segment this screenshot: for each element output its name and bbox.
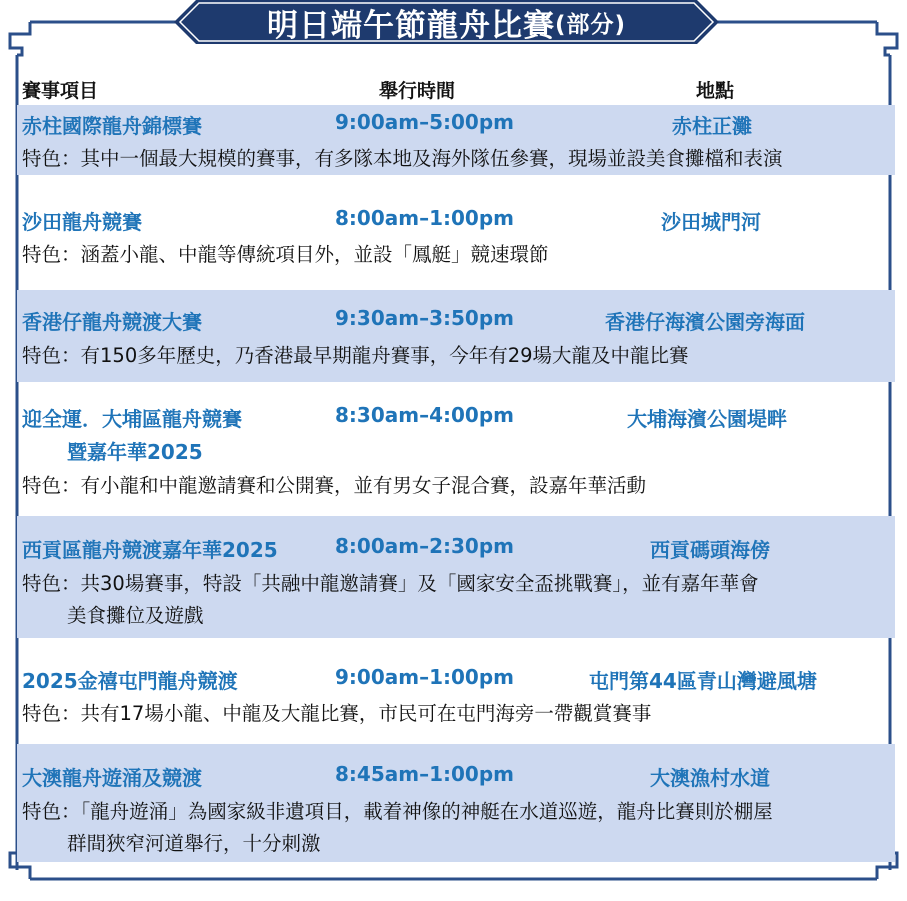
- event-row: [17, 744, 895, 862]
- event-name: 西貢區龍舟競渡嘉年華2025: [22, 538, 278, 562]
- event-time: 8:30am–4:00pm: [335, 403, 514, 427]
- event-venue: 西貢碼頭海傍: [650, 538, 770, 562]
- header-event: 賽事項目: [22, 80, 99, 102]
- event-venue: 大埔海濱公園堤畔: [627, 407, 787, 431]
- event-venue: 大澳漁村水道: [650, 766, 770, 790]
- event-feature-line2: 群間狹窄河道舉行，十分刺激: [67, 832, 321, 855]
- event-feature: 特色：「龍舟遊涌」為國家級非遺項目，載着神像的神艇在水道巡遊，龍舟比賽則於棚屋: [22, 800, 773, 823]
- event-time: 9:00am–5:00pm: [335, 110, 514, 134]
- event-time: 8:00am–2:30pm: [335, 534, 514, 558]
- title-banner: [174, 0, 719, 44]
- event-row: [17, 660, 895, 730]
- event-row: [17, 516, 895, 638]
- event-time: 9:00am–1:00pm: [335, 665, 514, 689]
- event-name: 香港仔龍舟競渡大賽: [22, 310, 202, 334]
- event-row: [17, 201, 895, 271]
- event-feature: 特色：有小龍和中龍邀請賽和公開賽，並有男女子混合賽，設嘉年華活動: [22, 474, 647, 497]
- event-time: 8:00am–1:00pm: [335, 206, 514, 230]
- event-row: [17, 290, 895, 382]
- event-venue: 香港仔海濱公園旁海面: [605, 310, 805, 334]
- event-name: 沙田龍舟競賽: [22, 210, 142, 234]
- event-name: 大澳龍舟遊涌及競渡: [22, 766, 202, 790]
- event-venue: 沙田城門河: [661, 210, 761, 234]
- event-row: [17, 398, 895, 498]
- event-time: 9:30am–3:50pm: [335, 306, 514, 330]
- event-feature: 特色：其中一個最大規模的賽事，有多隊本地及海外隊伍參賽，現場並設美食攤檔和表演: [22, 147, 783, 170]
- header-venue: 地點: [696, 80, 735, 102]
- event-name: 迎全運．大埔區龍舟競賽: [22, 407, 242, 431]
- event-feature: 特色：有150多年歷史，乃香港最早期龍舟賽事，今年有29場大龍及中龍比賽: [22, 344, 689, 367]
- page-title: 明日端午節龍舟比賽: [266, 7, 555, 44]
- page-subtitle: (部分): [554, 11, 627, 38]
- event-feature: 特色：共30場賽事，特設「共融中龍邀請賽」及「國家安全盃挑戰賽」，並有嘉年華會: [22, 572, 759, 595]
- event-venue: 屯門第44區青山灣避風塘: [589, 669, 817, 693]
- column-headers: [22, 76, 892, 104]
- event-row: [17, 105, 895, 175]
- event-feature-line2: 美食攤位及遊戲: [67, 604, 204, 627]
- event-name: 赤柱國際龍舟錦標賽: [22, 114, 202, 138]
- header-time: 舉行時間: [379, 80, 456, 102]
- event-time: 8:45am–1:00pm: [335, 762, 514, 786]
- event-feature: 特色：涵蓋小龍、中龍等傳統項目外，並設「鳳艇」競速環節: [22, 243, 549, 266]
- event-venue: 赤柱正灘: [672, 114, 752, 138]
- event-feature: 特色：共有17場小龍、中龍及大龍比賽，市民可在屯門海旁一帶觀賞賽事: [22, 702, 652, 725]
- event-name: 2025金禧屯門龍舟競渡: [22, 669, 238, 693]
- event-name-line2: 暨嘉年華2025: [67, 440, 203, 464]
